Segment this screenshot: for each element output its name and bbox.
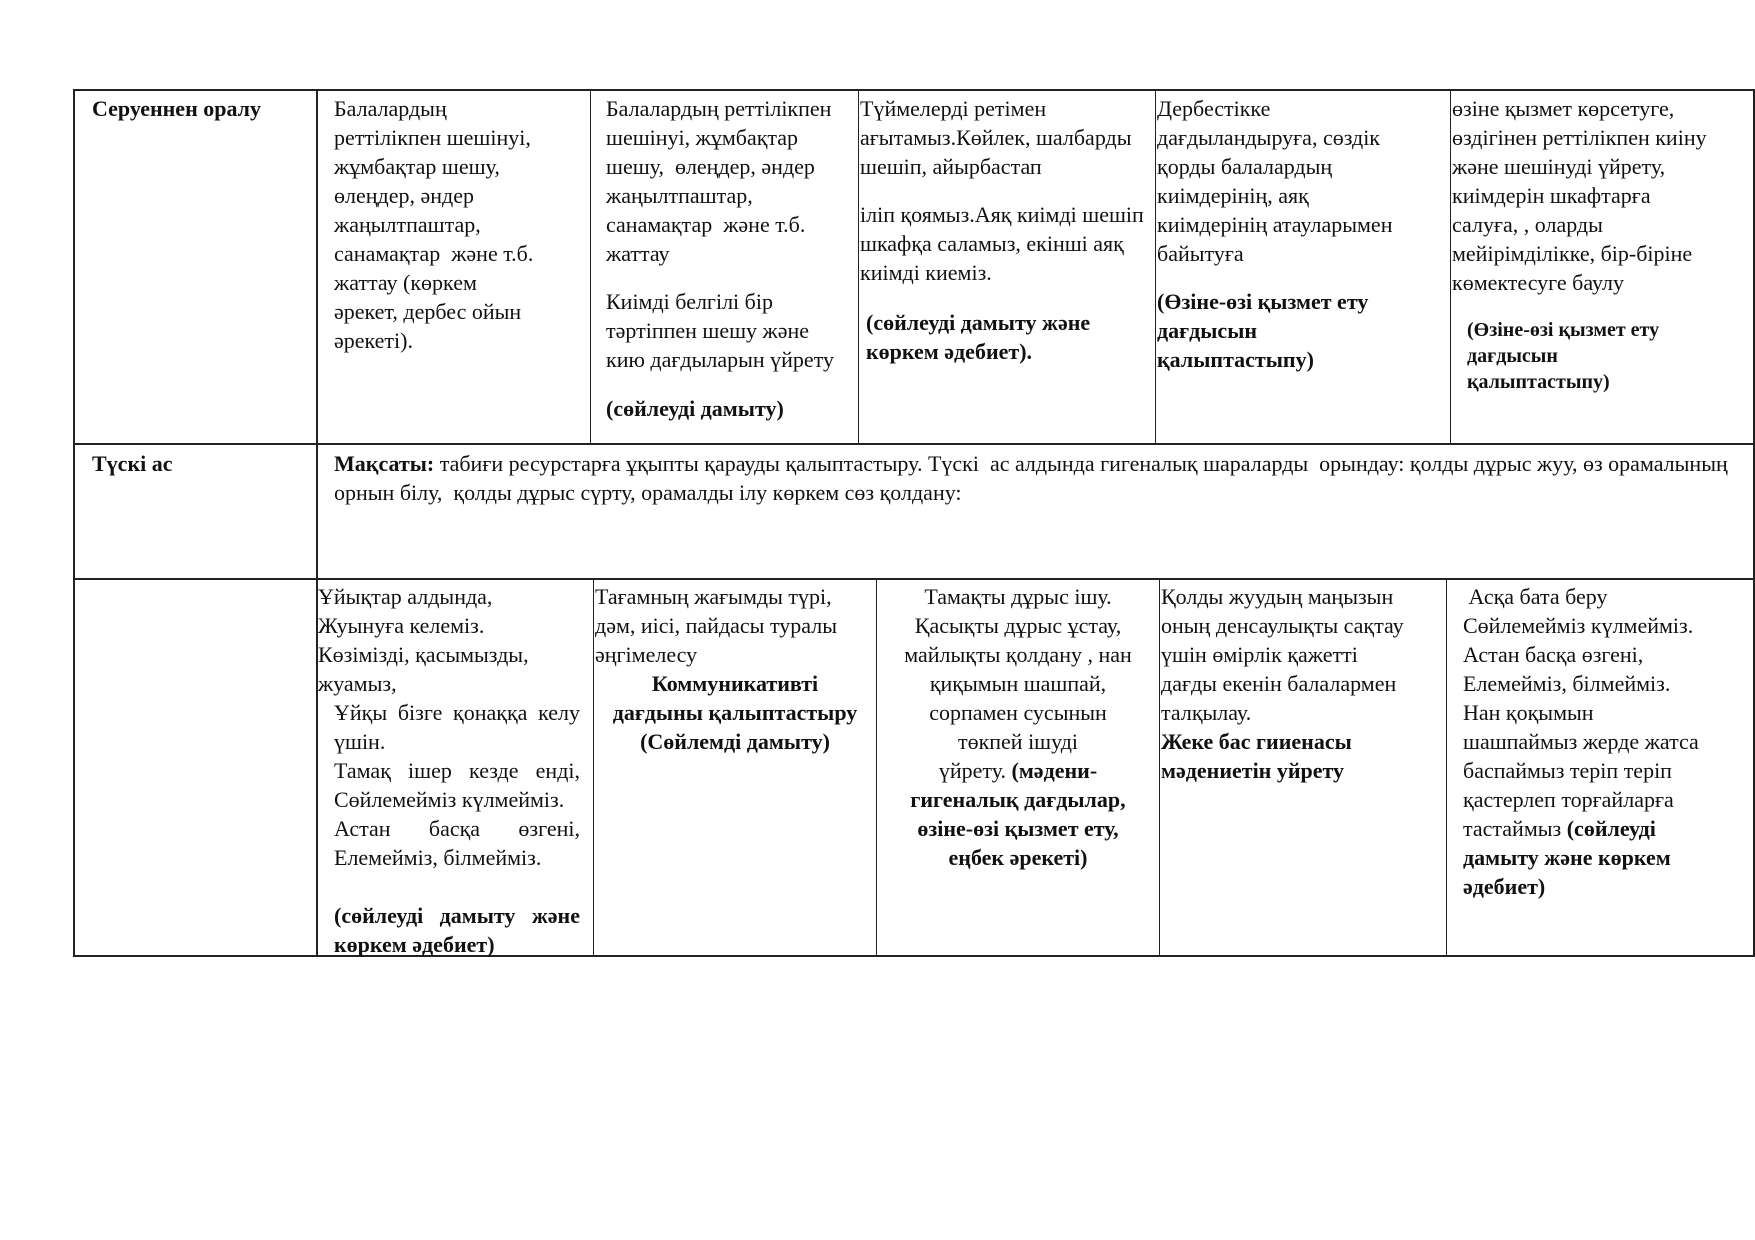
activity-cell [318,582,593,957]
cell-note: (мәдени- гигеналық дағдылар, өзіне-өзі қызмет ету, еңбек әрекеті) [910,758,1126,870]
table-border-bottom [73,955,1755,957]
cell-note: Коммуникативті дағдыны қалыптастыру (Сөйлемді дамыту) [612,671,858,754]
cell-text: Балалардың реттілікпен шешінуі, жұмбақтар шешу, өлеңдер, әндер жаңылтпаштар, санамақтар және т.б. жаттау [606,96,832,266]
cell-text: Дербестікке дағдыландыруға, сөздік қорды балалардың киімдерінің, аяқ киімдерінің атауларымен байытуға [1157,96,1393,266]
cell-note: Жеке бас гииенасы мәдениетін уйрету [1161,729,1352,783]
cell-text: Қолды жуудың маңызын оның денсаулықты сақтау үшін өмірлік қажетті дағды екенін балалармен талқылау. [1161,584,1404,725]
cell-note: (сөйлеуді дамыту және көркем әдебиет) [1463,816,1671,899]
activity-cell [595,582,875,954]
cell-text: өзіне қызмет көрсетуге, өздігінен реттілікпен киіну және шешінуді үйрету, киімдерін шкафтарға салуға, , оларды мейірімділікке, бір-біріне көмектесуге баулу [1452,96,1707,295]
cell-note: (сөйлеуді дамыту және көркем әдебиет) [334,903,586,957]
goal-label: Мақсаты: [334,451,435,476]
table-border-row1 [73,443,1755,445]
row-label: Серуеннен оралу [92,96,262,121]
activity-cell [878,582,1158,954]
activity-cell [1452,94,1752,439]
cell-text: Түймелерді ретімен ағытамыз.Көйлек, шалбарды шешіп, айырбастап [860,96,1132,179]
row-label: Түскі ас [92,451,173,476]
row3-divider [1159,579,1160,956]
cell-note: (сөйлеуді дамыту) [606,396,784,421]
row1-divider [590,89,591,444]
cell-text [1463,582,1723,901]
activity-cell [1448,582,1752,954]
cell-body: Тамақты дұрыс ішу. Қасықты дұрыс ұстау, майлықты қолдану , нан қиқымын шашпай, сорпамен сусынын төкпей ішуді үйрету. [904,584,1132,783]
activity-cell: Балалардың реттілікпен шешінуі, жұмбақтар шешу, өлеңдер, әндер жаңылтпаштар, санамақтар және т.б. жаттау (көркем әрекет, дербес ойын әрекеті). [334,96,534,353]
cell-text: Тағамның жағымды түрі, дәм, иісі, пайдасы туралы әңгімелесу [595,584,837,667]
cell-text: іліп қоямыз.Аяқ киімді шешіп шкафқа саламыз, екінші аяқ киімді киеміз. [860,202,1144,285]
activity-cell [860,94,1155,439]
goal-text [334,449,1739,507]
row3-divider [1446,579,1447,956]
cell-text: Ұйықтар алдында, Жуынуға келеміз. Көзімізді, қасымызды, жуамыз, [318,584,529,696]
table-border-row2 [73,578,1755,580]
row3-divider [593,579,594,956]
cell-text [878,582,1158,872]
goal-body: табиғи ресурстарға ұқыпты қарауды қалыптастыру. Түскі ас алдында гигеналық шараларды орындау: қолды дұрыс жуу, өз орамалының орнын білу, қолды дұрыс сүрту, орамалды ілу көркем сөз қолдану: [334,451,1734,505]
table-border-top [73,89,1755,91]
activity-cell [1161,582,1445,954]
cell-text: Киімді белгілі бір тәртіппен шешу және кию дағдыларын үйрету [606,289,835,372]
cell-note: (сөйлеуді дамыту және көркем әдебиет). [866,310,1091,364]
row1-divider [1450,89,1451,444]
activity-cell [606,94,858,439]
row3-divider [876,579,877,956]
table-border-left [73,89,75,957]
activity-cell [1157,94,1449,439]
cell-text: Ұйқы бізге қонаққа келу үшін. Тамақ ішер кезде енді, Сөйлемейміз күлмейміз. Астан басқа өзгені, Елемейміз, білмейміз. [334,700,580,870]
cell-note: (Өзіне-өзі қызмет ету дағдысын қалыптастыпу) [1467,319,1660,393]
cell-body: Асқа бата беру Сөйлемейміз күлмейміз. Астан басқа өзгені, Елемейміз, білмейміз. Нан қоқымын шашпаймыз жерде жатса баспаймыз теріп теріп қастерлеп торғайларға тастаймыз [1463,584,1699,841]
cell-note: (Өзіне-өзі қызмет ету дағдысын қалыптастыпу) [1157,289,1369,372]
